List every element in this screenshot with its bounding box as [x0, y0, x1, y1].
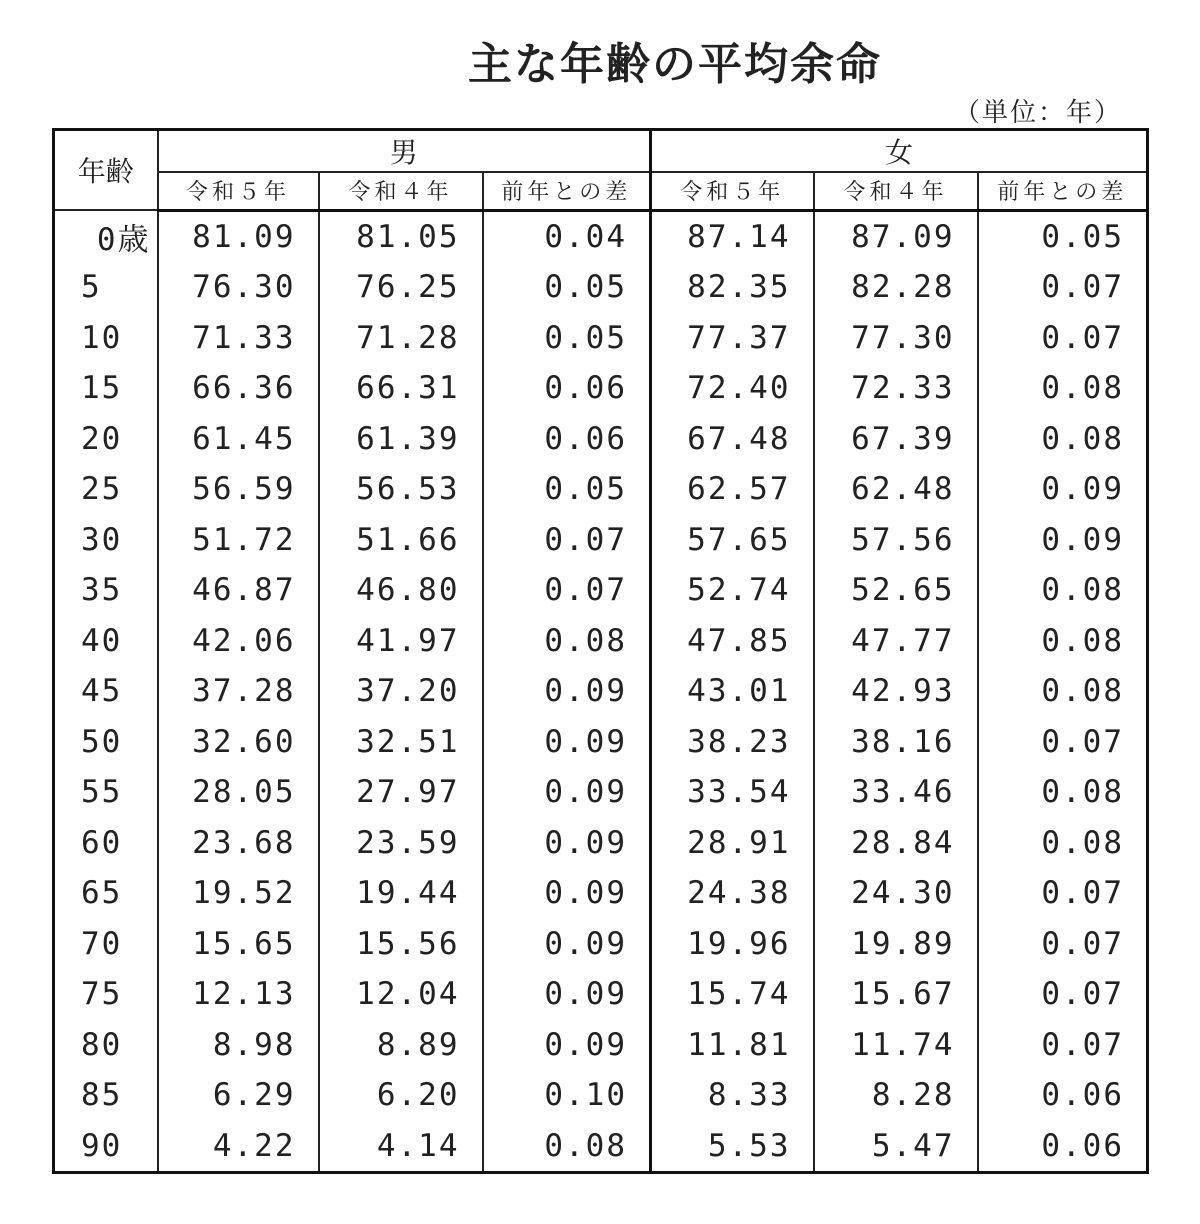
female-r4-cell: 87.09 — [814, 210, 978, 262]
female-diff-cell: 0.08 — [978, 363, 1148, 414]
age-cell: 60 — [54, 818, 158, 869]
age-cell: 55 — [54, 767, 158, 818]
male-r5-cell: 76.30 — [158, 262, 319, 313]
table-row — [54, 919, 1148, 970]
page-title: 主な年齢の平均余命 — [468, 39, 882, 90]
female-diff-cell: 0.09 — [978, 515, 1148, 566]
subheader-male-r5: 令和５年 — [158, 172, 319, 210]
female-r5-cell: 38.23 — [651, 717, 814, 768]
male-r4-cell: 51.66 — [319, 515, 483, 566]
male-r5-cell: 61.45 — [158, 414, 319, 465]
female-r4-cell: 42.93 — [814, 666, 978, 717]
male-r5-cell: 56.59 — [158, 464, 319, 515]
female-diff-cell: 0.05 — [978, 210, 1148, 262]
header-male: 男 — [158, 130, 651, 173]
male-r4-cell: 32.51 — [319, 717, 483, 768]
male-r5-cell: 4.22 — [158, 1121, 319, 1173]
female-r4-cell: 28.84 — [814, 818, 978, 869]
table-row — [54, 717, 1148, 768]
male-r4-cell: 76.25 — [319, 262, 483, 313]
female-r4-cell: 15.67 — [814, 969, 978, 1020]
male-r5-cell: 12.13 — [158, 969, 319, 1020]
female-r4-cell: 33.46 — [814, 767, 978, 818]
female-diff-cell: 0.06 — [978, 1121, 1148, 1173]
male-r4-cell: 56.53 — [319, 464, 483, 515]
male-diff-cell: 0.07 — [483, 515, 651, 566]
male-diff-cell: 0.10 — [483, 1070, 651, 1121]
table-row — [54, 262, 1148, 313]
female-diff-cell: 0.07 — [978, 868, 1148, 919]
female-r5-cell: 62.57 — [651, 464, 814, 515]
male-diff-cell: 0.08 — [483, 1121, 651, 1173]
female-diff-cell: 0.07 — [978, 919, 1148, 970]
female-r4-cell: 11.74 — [814, 1020, 978, 1071]
female-r4-cell: 77.30 — [814, 313, 978, 364]
life-expectancy-table — [52, 128, 1149, 1174]
table-row — [54, 210, 1148, 262]
female-r5-cell: 77.37 — [651, 313, 814, 364]
male-r5-cell: 23.68 — [158, 818, 319, 869]
male-r4-cell: 19.44 — [319, 868, 483, 919]
female-diff-cell: 0.07 — [978, 262, 1148, 313]
table-row — [54, 464, 1148, 515]
female-diff-cell: 0.07 — [978, 969, 1148, 1020]
male-r4-cell: 23.59 — [319, 818, 483, 869]
female-r5-cell: 28.91 — [651, 818, 814, 869]
female-r4-cell: 47.77 — [814, 616, 978, 667]
male-diff-cell: 0.09 — [483, 868, 651, 919]
female-r4-cell: 62.48 — [814, 464, 978, 515]
table-row — [54, 818, 1148, 869]
female-r5-cell: 72.40 — [651, 363, 814, 414]
age-cell: 90 — [54, 1121, 158, 1173]
male-diff-cell: 0.09 — [483, 1020, 651, 1071]
table-row — [54, 565, 1148, 616]
table-row — [54, 1070, 1148, 1121]
male-diff-cell: 0.06 — [483, 363, 651, 414]
female-r5-cell: 82.35 — [651, 262, 814, 313]
female-diff-cell: 0.08 — [978, 616, 1148, 667]
male-r5-cell: 42.06 — [158, 616, 319, 667]
table-row — [54, 1121, 1148, 1173]
male-r4-cell: 8.89 — [319, 1020, 483, 1071]
subheader-female-diff: 前年との差 — [978, 172, 1148, 210]
male-diff-cell: 0.09 — [483, 666, 651, 717]
female-diff-cell: 0.08 — [978, 767, 1148, 818]
female-diff-cell: 0.07 — [978, 1020, 1148, 1071]
male-r5-cell: 15.65 — [158, 919, 319, 970]
male-diff-cell: 0.04 — [483, 210, 651, 262]
male-r5-cell: 19.52 — [158, 868, 319, 919]
female-r4-cell: 38.16 — [814, 717, 978, 768]
female-diff-cell: 0.08 — [978, 666, 1148, 717]
female-r4-cell: 52.65 — [814, 565, 978, 616]
subheader-female-r5: 令和５年 — [651, 172, 814, 210]
age-cell: 10 — [54, 313, 158, 364]
male-diff-cell: 0.09 — [483, 767, 651, 818]
female-r5-cell: 11.81 — [651, 1020, 814, 1071]
age-cell: 50 — [54, 717, 158, 768]
table-row — [54, 616, 1148, 667]
female-r4-cell: 8.28 — [814, 1070, 978, 1121]
female-r5-cell: 24.38 — [651, 868, 814, 919]
female-diff-cell: 0.08 — [978, 565, 1148, 616]
table-row — [54, 666, 1148, 717]
male-diff-cell: 0.05 — [483, 262, 651, 313]
subheader-female-r4: 令和４年 — [814, 172, 978, 210]
male-r4-cell: 15.56 — [319, 919, 483, 970]
age-cell: 0歳 — [54, 210, 158, 262]
header-female: 女 — [651, 130, 1148, 173]
female-diff-cell: 0.08 — [978, 818, 1148, 869]
male-r4-cell: 66.31 — [319, 363, 483, 414]
female-r4-cell: 72.33 — [814, 363, 978, 414]
female-diff-cell: 0.09 — [978, 464, 1148, 515]
male-r5-cell: 66.36 — [158, 363, 319, 414]
table-row — [54, 969, 1148, 1020]
male-r5-cell: 32.60 — [158, 717, 319, 768]
header-age: 年齢 — [54, 130, 158, 211]
male-diff-cell: 0.09 — [483, 969, 651, 1020]
age-cell: 35 — [54, 565, 158, 616]
table-row — [54, 1020, 1148, 1071]
male-diff-cell: 0.08 — [483, 616, 651, 667]
female-r5-cell: 52.74 — [651, 565, 814, 616]
age-cell: 85 — [54, 1070, 158, 1121]
male-r4-cell: 4.14 — [319, 1121, 483, 1173]
male-diff-cell: 0.07 — [483, 565, 651, 616]
male-r5-cell: 46.87 — [158, 565, 319, 616]
male-r4-cell: 12.04 — [319, 969, 483, 1020]
table-row — [54, 414, 1148, 465]
male-r5-cell: 6.29 — [158, 1070, 319, 1121]
female-r5-cell: 43.01 — [651, 666, 814, 717]
male-diff-cell: 0.05 — [483, 464, 651, 515]
male-diff-cell: 0.09 — [483, 818, 651, 869]
age-cell: 45 — [54, 666, 158, 717]
female-r5-cell: 57.65 — [651, 515, 814, 566]
age-cell: 30 — [54, 515, 158, 566]
female-diff-cell: 0.07 — [978, 313, 1148, 364]
male-diff-cell: 0.09 — [483, 919, 651, 970]
female-r5-cell: 67.48 — [651, 414, 814, 465]
female-r5-cell: 33.54 — [651, 767, 814, 818]
age-cell: 40 — [54, 616, 158, 667]
female-r4-cell: 24.30 — [814, 868, 978, 919]
female-r5-cell: 47.85 — [651, 616, 814, 667]
male-r5-cell: 81.09 — [158, 210, 319, 262]
subheader-male-diff: 前年との差 — [483, 172, 651, 210]
female-diff-cell: 0.06 — [978, 1070, 1148, 1121]
female-r4-cell: 67.39 — [814, 414, 978, 465]
male-r5-cell: 51.72 — [158, 515, 319, 566]
table-row — [54, 767, 1148, 818]
male-r5-cell: 71.33 — [158, 313, 319, 364]
male-r5-cell: 8.98 — [158, 1020, 319, 1071]
table-row — [54, 868, 1148, 919]
female-r5-cell: 87.14 — [651, 210, 814, 262]
female-r4-cell: 5.47 — [814, 1121, 978, 1173]
age-cell: 75 — [54, 969, 158, 1020]
male-diff-cell: 0.09 — [483, 717, 651, 768]
male-r5-cell: 28.05 — [158, 767, 319, 818]
male-r5-cell: 37.28 — [158, 666, 319, 717]
female-r4-cell: 57.56 — [814, 515, 978, 566]
male-diff-cell: 0.05 — [483, 313, 651, 364]
table-row — [54, 313, 1148, 364]
table-row — [54, 515, 1148, 566]
age-cell: 65 — [54, 868, 158, 919]
female-r5-cell: 8.33 — [651, 1070, 814, 1121]
age-cell: 15 — [54, 363, 158, 414]
female-r4-cell: 19.89 — [814, 919, 978, 970]
table-row — [54, 363, 1148, 414]
female-r5-cell: 19.96 — [651, 919, 814, 970]
male-r4-cell: 81.05 — [319, 210, 483, 262]
male-r4-cell: 71.28 — [319, 313, 483, 364]
male-r4-cell: 27.97 — [319, 767, 483, 818]
age-cell: 70 — [54, 919, 158, 970]
age-cell: 20 — [54, 414, 158, 465]
male-r4-cell: 6.20 — [319, 1070, 483, 1121]
female-r5-cell: 15.74 — [651, 969, 814, 1020]
male-r4-cell: 41.97 — [319, 616, 483, 667]
male-diff-cell: 0.06 — [483, 414, 651, 465]
female-diff-cell: 0.07 — [978, 717, 1148, 768]
female-r5-cell: 5.53 — [651, 1121, 814, 1173]
subheader-male-r4: 令和４年 — [319, 172, 483, 210]
male-r4-cell: 61.39 — [319, 414, 483, 465]
age-cell: 25 — [54, 464, 158, 515]
unit-note: （単位：年） — [953, 98, 1122, 128]
female-r4-cell: 82.28 — [814, 262, 978, 313]
age-cell: 5 — [54, 262, 158, 313]
female-diff-cell: 0.08 — [978, 414, 1148, 465]
male-r4-cell: 46.80 — [319, 565, 483, 616]
age-cell: 80 — [54, 1020, 158, 1071]
male-r4-cell: 37.20 — [319, 666, 483, 717]
